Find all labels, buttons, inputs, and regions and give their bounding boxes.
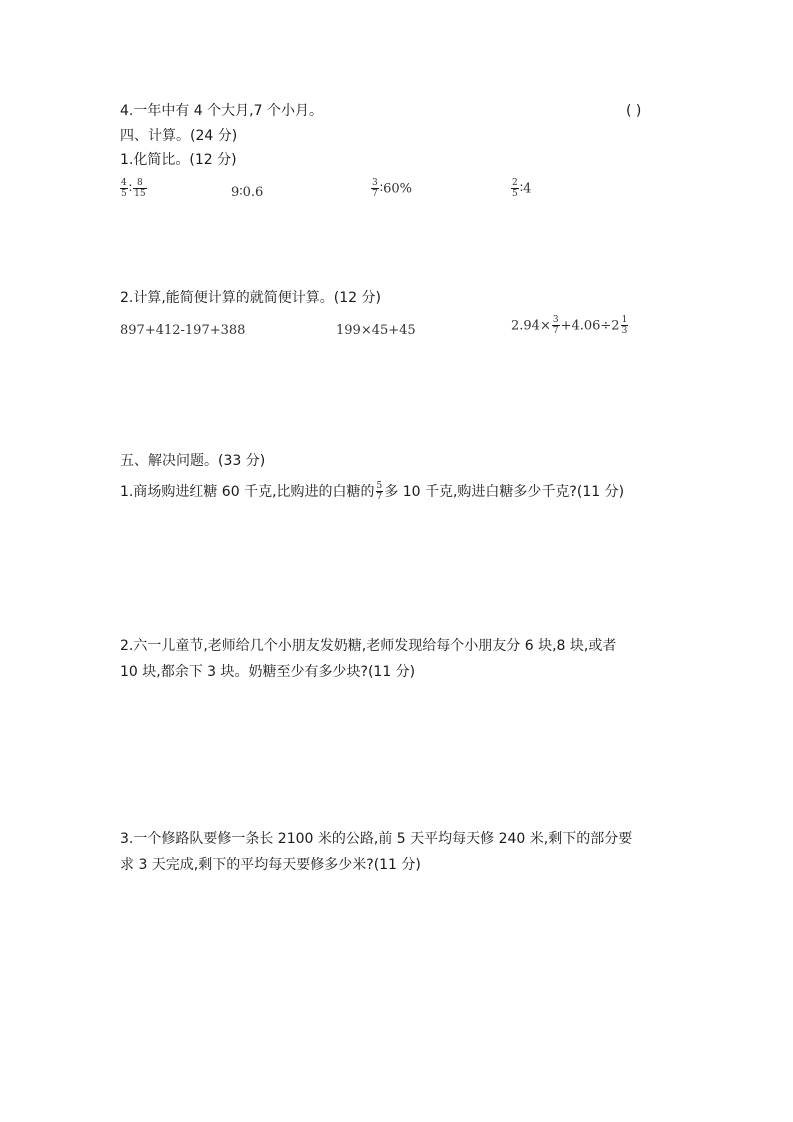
fraction: [511, 179, 519, 199]
expr-part: 2.94×: [511, 318, 551, 334]
denominator: 7: [376, 492, 383, 502]
fraction: [376, 482, 384, 502]
calc-item-3: [511, 316, 629, 336]
ratio-rest: ∶60%: [379, 181, 413, 197]
numerator: 3: [552, 315, 559, 325]
problem-text: 1.商场购进红糖 60 千克,比购进的白糖的: [120, 484, 375, 500]
ratio-item-1: [119, 179, 148, 199]
denominator: 3: [621, 326, 628, 336]
numerator: 4: [121, 178, 127, 188]
ratio-item-2: 9∶0.6: [231, 185, 264, 200]
numerator: 2: [512, 178, 518, 188]
ratio-sign: ∶: [128, 181, 133, 197]
problem-3-line-1: 3.一个修路队要修一条长 2100 米的公路,前 5 天平均每天修 240 米,剩下的部分要: [120, 831, 633, 847]
denominator: 7: [372, 189, 378, 199]
fraction: [621, 316, 629, 336]
section-4-title: 四、计算。(24 分): [120, 128, 238, 144]
denominator: 5: [121, 189, 127, 199]
section-5-title: 五、解决问题。(33 分): [120, 453, 266, 469]
denominator: 15: [134, 189, 146, 199]
ratio-rest: ∶4: [519, 181, 532, 197]
calc-item-1: 897+412-197+388: [120, 323, 246, 338]
numerator: 8: [136, 178, 143, 188]
fraction: [120, 179, 128, 199]
numerator: 3: [372, 178, 378, 188]
expr-part: +4.06÷2: [560, 318, 620, 334]
denominator: 7: [552, 326, 559, 336]
problem-text: 多 10 千克,购进白糖多少千克?(11 分): [384, 484, 625, 500]
problem-2-line-2: 10 块,都余下 3 块。奶糖至少有多少块?(11 分): [120, 664, 416, 680]
problem-1: [120, 482, 624, 502]
part-1-title: 1.化简比。(12 分): [120, 152, 237, 168]
fraction: [552, 316, 560, 336]
numerator: 1: [621, 315, 628, 325]
question-4: 4.一年中有 4 个大月,7 个小月。: [120, 103, 323, 119]
fraction: [371, 179, 379, 199]
numerator: 5: [376, 481, 383, 491]
denominator: 5: [512, 189, 518, 199]
ratio-item-4: [510, 179, 531, 199]
problem-2-line-1: 2.六一儿童节,老师给几个小朋友发奶糖,老师发现给每个小朋友分 6 块,8 块,或者: [120, 638, 617, 654]
answer-parentheses: ( ): [626, 103, 642, 119]
part-2-title: 2.计算,能简便计算的就简便计算。(12 分): [120, 290, 381, 306]
problem-3-line-2: 求 3 天完成,剩下的平均每天要修多少米?(11 分): [120, 857, 421, 873]
fraction: [133, 179, 146, 199]
calc-item-2: 199×45+45: [336, 323, 416, 338]
ratio-item-3: [370, 179, 412, 199]
